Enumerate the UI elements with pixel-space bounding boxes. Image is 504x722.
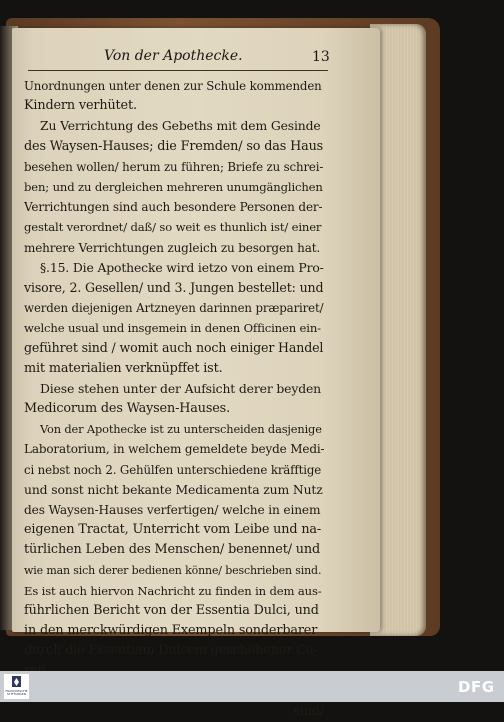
text-line: in den merckwürdigen Exempeln sonderbarer [24, 623, 318, 639]
text-line: Medicorum des Waysen-Hauses. [24, 401, 231, 416]
body-text [24, 76, 324, 722]
text-line: besehen wollen/ herum zu führen; Briefe zu schrei- [24, 159, 324, 174]
text-line: des Waysen-Hauses; die Fremden/ so das Haus [24, 138, 324, 154]
text-line: Unordnungen unter denen zur Schule kommenden [24, 79, 322, 93]
text-line: Es ist auch hiervon Nachricht zu finden in dem aus- [24, 583, 322, 598]
header-rule [28, 70, 328, 71]
text-line: Diese stehen unter der Aufsicht derer beyden [40, 380, 321, 396]
text-line: gestalt verordnet/ daß/ so weit es thunlich ist/ einer [24, 220, 322, 235]
text-line: geführet sind / womit auch noch einiger Handel [24, 340, 324, 356]
text-line: Laboratorium, in welchem gemeldete beyde Medi- [24, 442, 325, 457]
text-line: visore, 2. Gesellen/ und 3. Jungen bestellet: und [24, 279, 324, 295]
text-line: werden diejenigen Artzneyen darinnen præpariret/ [24, 301, 324, 316]
text-line: §.15. Die Apothecke wird ietzo von einem Pro- [40, 259, 324, 275]
francke-foundation-logo-icon[interactable] [4, 674, 29, 699]
text-line: ben; und zu dergleichen mehreren unumgänglichen [24, 179, 323, 194]
text-line: des Waysen-Hauses verfertigen/ welche in einem [24, 502, 321, 517]
text-line: Zu Verrichtung des Gebeths mit dem Gesinde [40, 118, 321, 134]
text-line: mit materialien verknüpffet ist. [24, 360, 223, 376]
text-line: führlichen Bericht von der Essentia Dulci, und [24, 602, 319, 618]
text-line: welche usual und insgemein in denen Officinen ein- [24, 321, 321, 336]
text-line: wie man sich derer bedienen könne/ beschrieben sind. [24, 563, 322, 577]
text-line: mehrere Verrichtungen zugleich zu besorgen hat. [24, 240, 321, 255]
running-head: Von der Apothecke. [104, 48, 243, 64]
francke-foundation-logo-label: FRANCKESCHE STIFTUNGEN [5, 689, 28, 697]
text-line: Von der Apothecke ist zu unterscheiden dasjenige [40, 422, 322, 437]
text-line: sind/ [293, 703, 324, 719]
text-line: eigenen Tractat, Unterricht vom Leibe und na- [24, 522, 322, 538]
text-line: ci nebst noch 2. Gehülfen unterschiedene kräfftige [24, 462, 322, 477]
footer-bar [0, 671, 504, 702]
text-line: Verrichtungen sind auch besondere Personen der- [24, 200, 323, 215]
page-number: 13 [312, 49, 330, 65]
text-line: Kindern verhütet. [24, 98, 137, 114]
dfg-logo-icon[interactable]: DFG [458, 678, 495, 696]
text-line: türlichen Leben des Menschen/ benennet/ und [24, 542, 320, 558]
text-line: durch die Essentiam Dulcem geschehener Cu- [24, 643, 319, 659]
text-line: und sonst nicht bekante Medicamenta zum Nutz [24, 481, 323, 497]
